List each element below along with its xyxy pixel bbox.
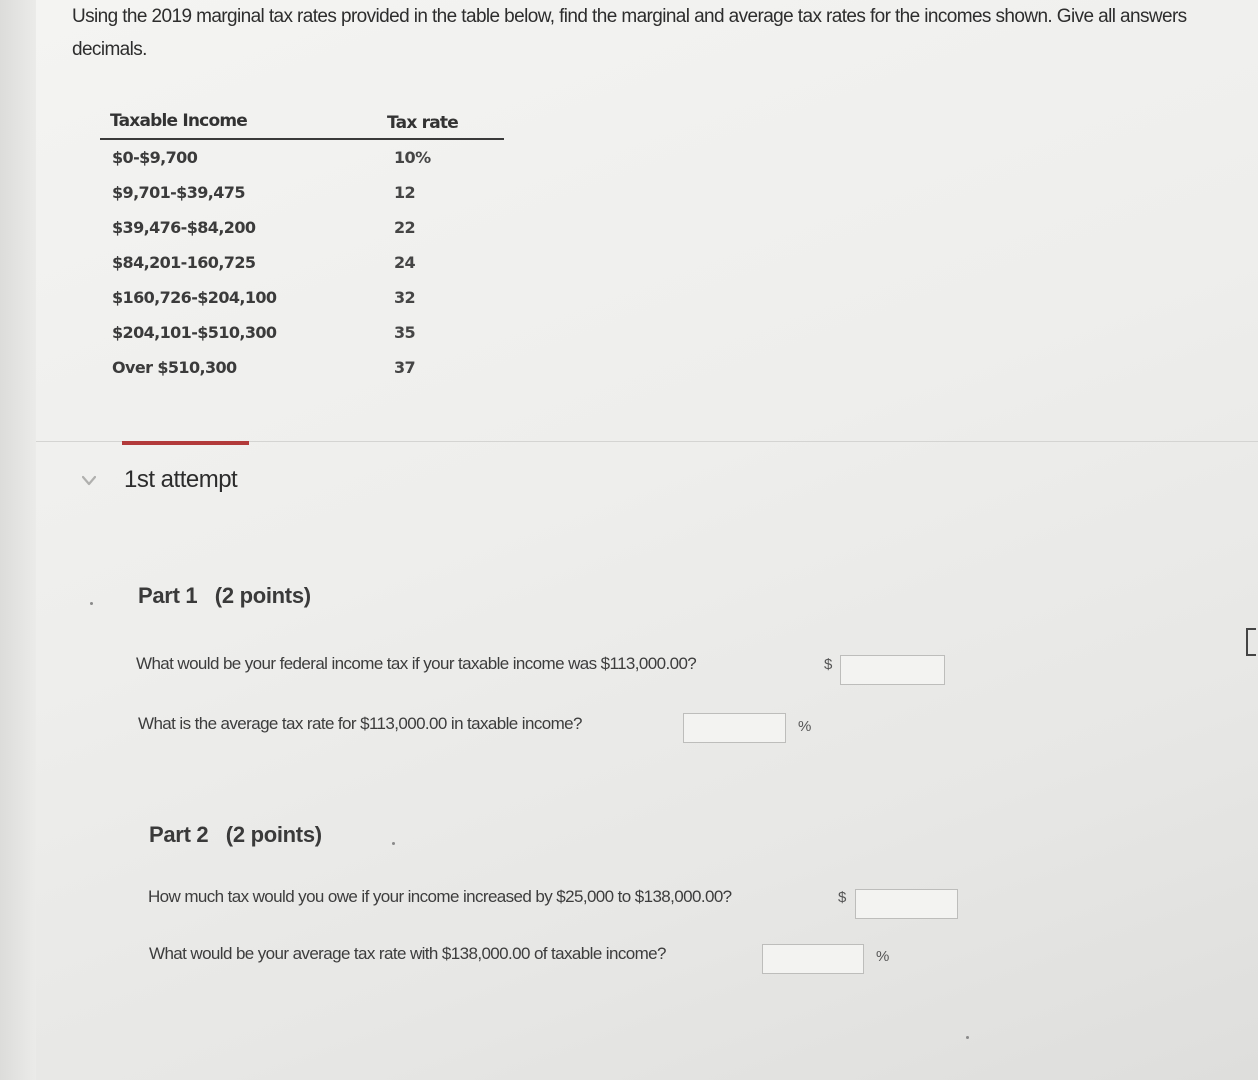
speck bbox=[90, 602, 93, 605]
percent-unit-label: % bbox=[876, 948, 890, 965]
table-row bbox=[100, 315, 504, 350]
table-row bbox=[100, 140, 504, 175]
scrollbar-handle[interactable] bbox=[1246, 628, 1256, 656]
rate-cell: 22 bbox=[394, 218, 416, 237]
table-row bbox=[100, 350, 504, 385]
part-2-title: Part 2 bbox=[149, 822, 209, 847]
table-row bbox=[100, 280, 504, 315]
part-2-question-2: What would be your average tax rate with $138,000.00 of taxable income? bbox=[149, 944, 666, 963]
attempt-toggle-label[interactable]: 1st attempt bbox=[124, 466, 238, 493]
percent-unit-label: % bbox=[798, 718, 812, 735]
part-2-average-rate-input[interactable] bbox=[762, 944, 864, 974]
attempt-tab-indicator bbox=[122, 441, 249, 445]
dollar-unit-label: $ bbox=[838, 889, 847, 906]
rate-cell: 24 bbox=[394, 253, 416, 272]
part-1-average-rate-input[interactable] bbox=[683, 713, 786, 743]
question-instructions bbox=[72, 0, 1258, 66]
income-cell: $84,201-160,725 bbox=[112, 253, 256, 272]
income-cell: $204,101-$510,300 bbox=[112, 323, 277, 342]
rate-cell: 35 bbox=[394, 323, 416, 342]
part-2-heading bbox=[149, 822, 322, 848]
chevron-down-icon[interactable] bbox=[82, 474, 98, 488]
part-2-tax-amount-input[interactable] bbox=[855, 889, 958, 919]
table-row bbox=[100, 210, 504, 245]
speck bbox=[966, 1036, 969, 1039]
part-2-points: (2 points) bbox=[225, 822, 322, 847]
table-header bbox=[100, 108, 504, 140]
tax-rate-table bbox=[100, 108, 504, 385]
instructions-line-1: Using the 2019 marginal tax rates provided in the table below, find the marginal and average tax rates for the incomes shown. Give all answers bbox=[72, 6, 1187, 27]
table-row bbox=[100, 175, 504, 210]
rate-cell: 12 bbox=[394, 183, 416, 202]
instructions-line-2: decimals. bbox=[72, 39, 147, 60]
part-1-question-1: What would be your federal income tax if your taxable income was $113,000.00? bbox=[136, 654, 697, 673]
dollar-unit-label: $ bbox=[824, 656, 833, 673]
part-1-heading bbox=[138, 583, 311, 609]
rate-cell: 10% bbox=[394, 148, 431, 167]
part-2-question-1: How much tax would you owe if your income increased by $25,000 to $138,000.00? bbox=[148, 887, 732, 906]
income-cell: $9,701-$39,475 bbox=[112, 183, 245, 202]
header-tax-rate: Tax rate bbox=[387, 113, 458, 133]
speck bbox=[392, 842, 395, 845]
income-cell: $160,726-$204,100 bbox=[112, 288, 277, 307]
income-cell: Over $510,300 bbox=[112, 358, 237, 377]
table-row bbox=[100, 245, 504, 280]
rate-cell: 32 bbox=[394, 288, 416, 307]
header-taxable-income: Taxable Income bbox=[110, 111, 247, 131]
income-cell: $0-$9,700 bbox=[112, 148, 198, 167]
income-cell: $39,476-$84,200 bbox=[112, 218, 256, 237]
part-1-tax-amount-input[interactable] bbox=[840, 655, 945, 685]
rate-cell: 37 bbox=[394, 358, 416, 377]
part-1-title: Part 1 bbox=[138, 583, 198, 608]
part-1-points: (2 points) bbox=[214, 583, 311, 608]
part-1-question-2: What is the average tax rate for $113,000.00 in taxable income? bbox=[138, 714, 582, 733]
page-edge-shadow bbox=[0, 0, 36, 1080]
